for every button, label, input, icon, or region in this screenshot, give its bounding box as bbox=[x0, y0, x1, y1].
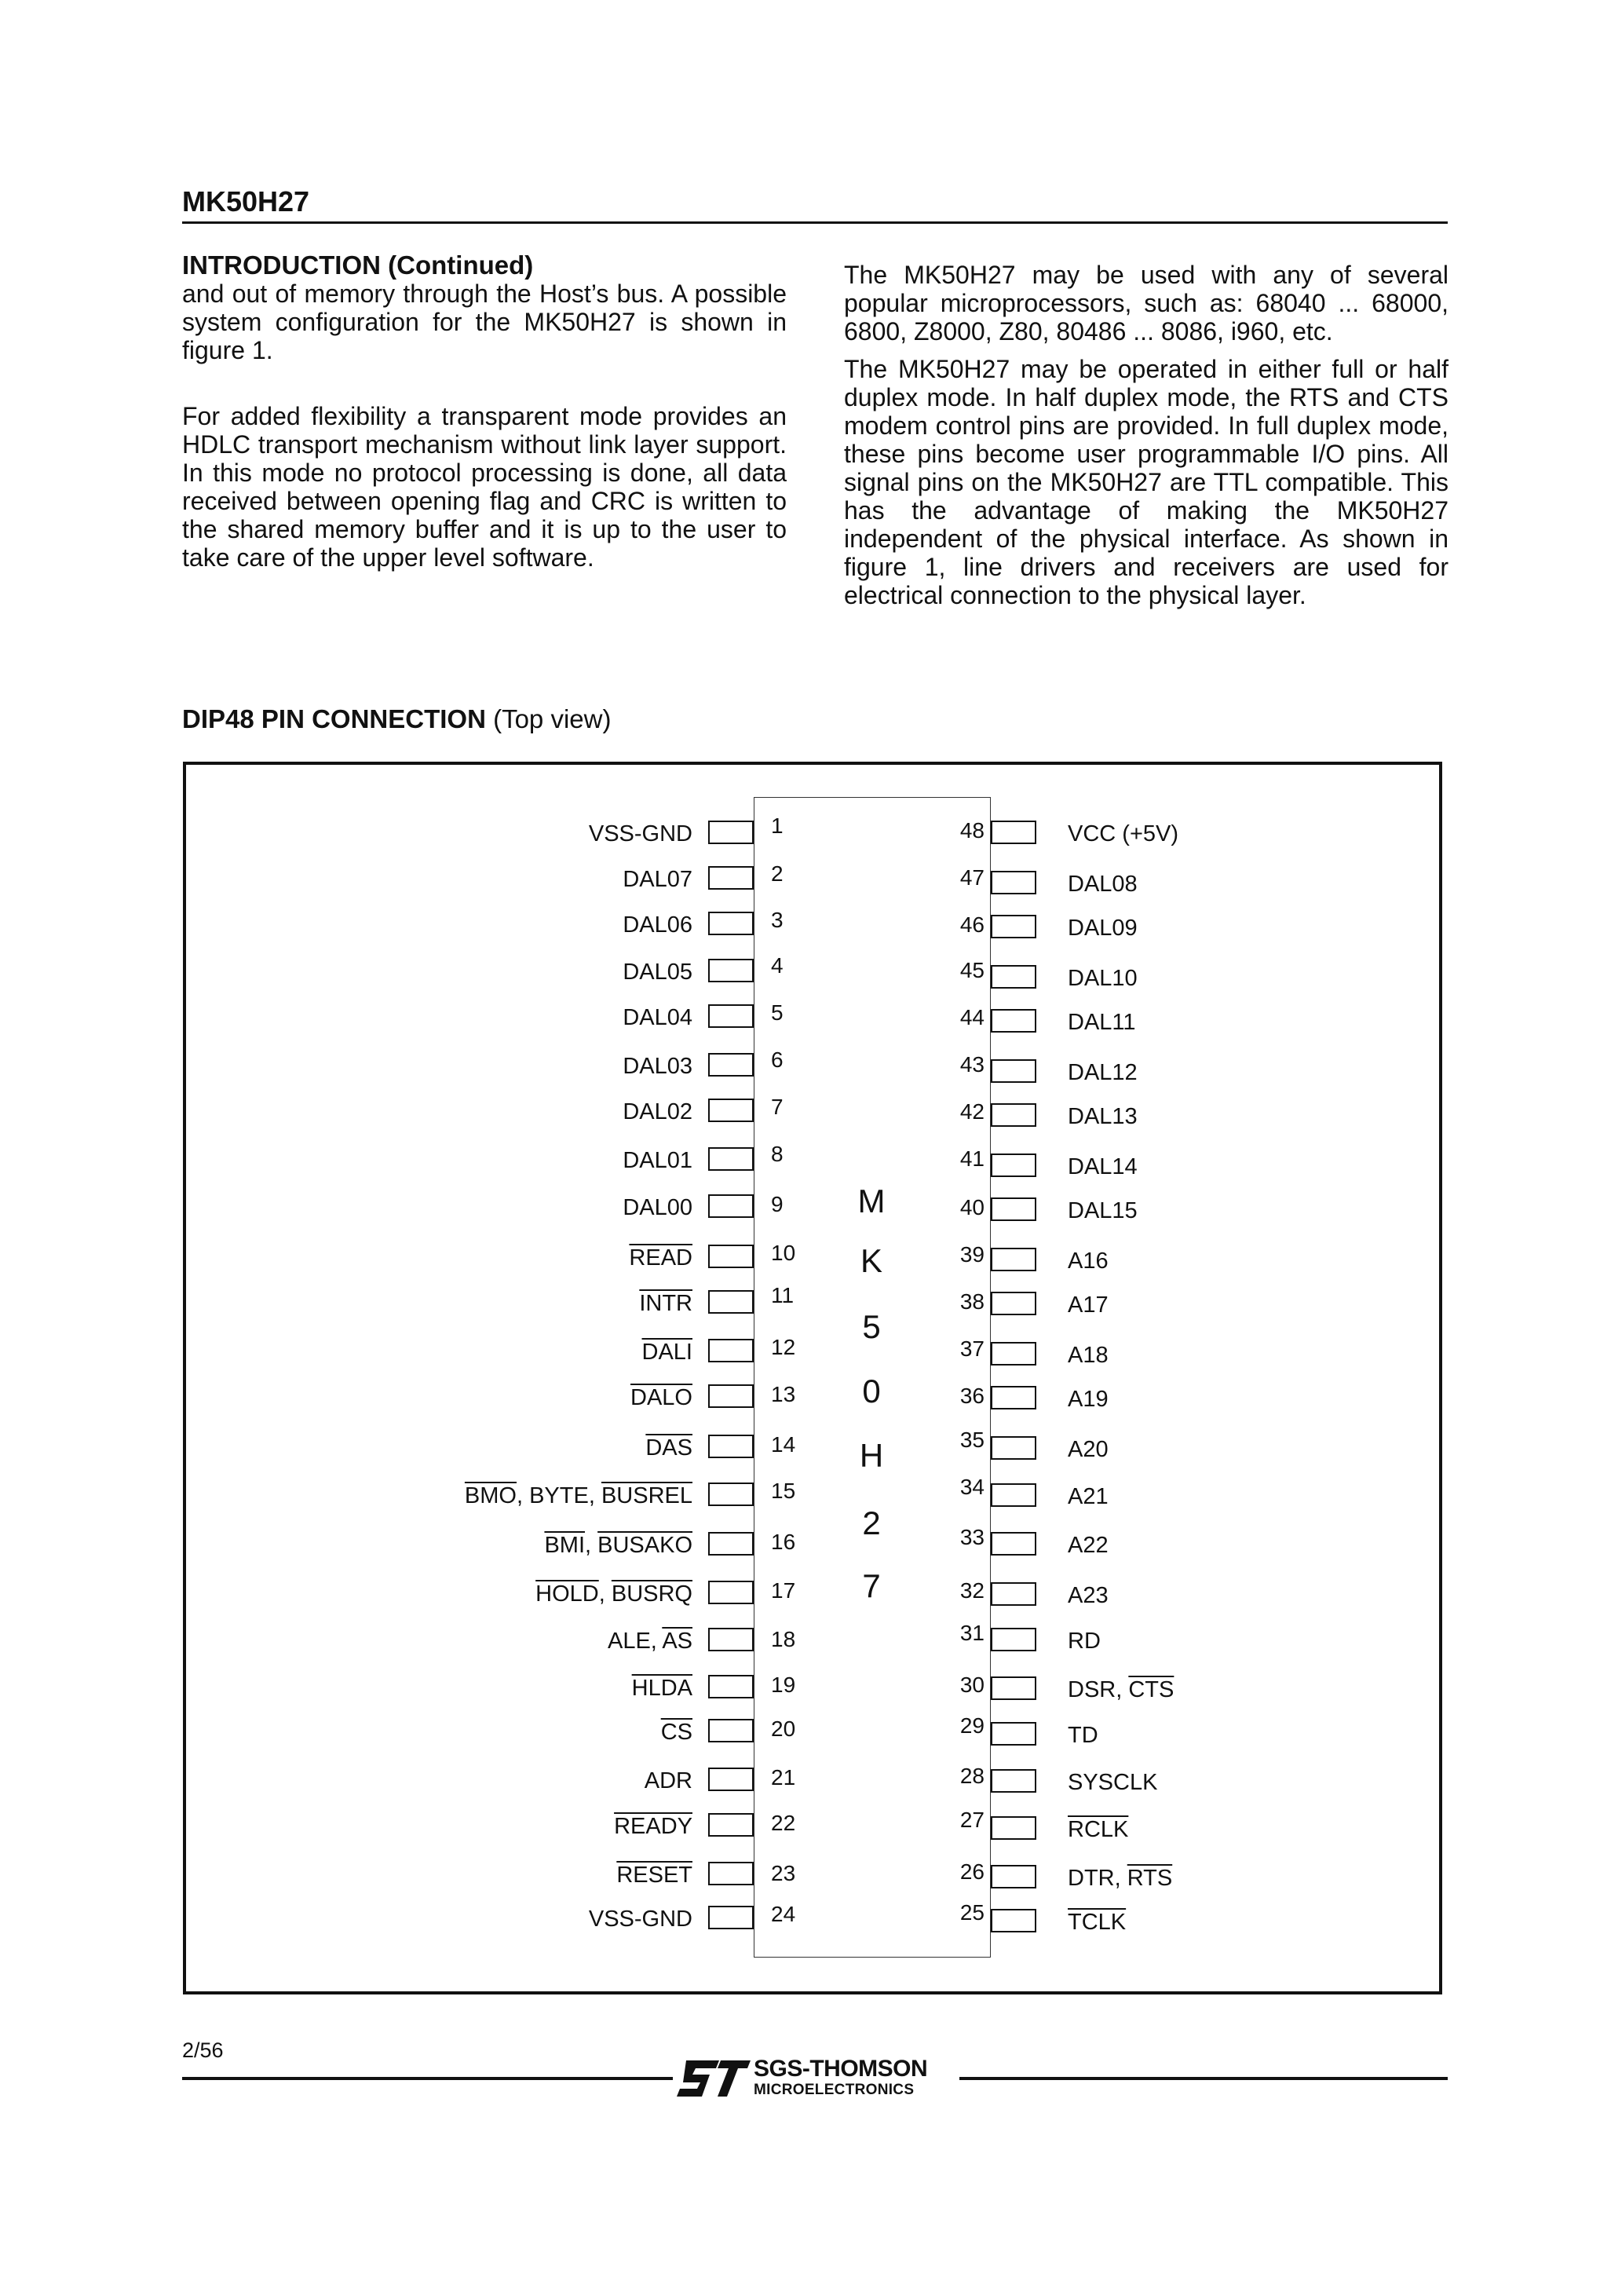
pin-39-label: A16 bbox=[1068, 1249, 1109, 1274]
pin-38-label: A17 bbox=[1068, 1292, 1109, 1318]
pin-46-number: 46 bbox=[959, 912, 985, 937]
pin-22-label: READY bbox=[614, 1814, 692, 1839]
pin-21-lead bbox=[708, 1768, 754, 1791]
pin-33-number: 33 bbox=[959, 1525, 985, 1549]
pin-11-label: INTR bbox=[639, 1291, 692, 1316]
pin-12-number: 12 bbox=[771, 1335, 796, 1359]
pin-37-label: A18 bbox=[1068, 1343, 1109, 1368]
pin-23-label: RESET bbox=[616, 1863, 692, 1888]
pin-4-label: DAL05 bbox=[623, 960, 692, 985]
pin-47-lead bbox=[991, 871, 1036, 894]
chip-name-letter: 2 bbox=[862, 1504, 881, 1541]
pin-42-lead bbox=[991, 1103, 1036, 1127]
pin-14-lead bbox=[708, 1435, 754, 1458]
pin-7-number: 7 bbox=[771, 1095, 784, 1119]
pin-43-number: 43 bbox=[959, 1052, 985, 1077]
intro-paragraph: The MK50H27 may be used with any of several popular microprocessors, such as: 68040 ... 68000, 6800, Z8000, Z80, 80486 ... 8086, i960, etc. bbox=[844, 261, 1448, 345]
pin-17-lead bbox=[708, 1581, 754, 1604]
pin-44-number: 44 bbox=[959, 1005, 985, 1029]
pin-28-number: 28 bbox=[959, 1764, 985, 1788]
pin-42-number: 42 bbox=[959, 1099, 985, 1124]
pin-16-number: 16 bbox=[771, 1530, 796, 1554]
pin-28-lead bbox=[991, 1769, 1036, 1793]
pin-25-number: 25 bbox=[959, 1900, 985, 1925]
logo-company-subtitle: MICROELECTRONICS bbox=[754, 2082, 915, 2098]
pin-37-number: 37 bbox=[959, 1336, 985, 1361]
pin-31-number: 31 bbox=[959, 1621, 985, 1645]
pin-3-number: 3 bbox=[771, 908, 784, 932]
pin-10-lead bbox=[708, 1245, 754, 1268]
pin-26-label: DTR, $\overline{RTS}$ bbox=[1068, 1866, 1173, 1891]
pin-44-label: DAL11 bbox=[1068, 1010, 1136, 1035]
pin-1-number: 1 bbox=[771, 813, 784, 838]
pin-19-number: 19 bbox=[771, 1673, 796, 1697]
footer-rule bbox=[959, 2077, 1448, 2080]
pin-47-label: DAL08 bbox=[1068, 872, 1138, 897]
page-number: 2/56 bbox=[182, 2038, 224, 2062]
pin-30-number: 30 bbox=[959, 1673, 985, 1697]
pin-12-label: DALI bbox=[641, 1340, 692, 1365]
pin-1-label: VSS-GND bbox=[588, 821, 692, 846]
pin-48-lead bbox=[991, 821, 1036, 844]
pin-45-label: DAL10 bbox=[1068, 966, 1138, 991]
pin-8-label: DAL01 bbox=[623, 1148, 692, 1173]
pin-31-label: RD bbox=[1068, 1629, 1101, 1654]
pin-17-label: HOLD, BUSRQ bbox=[535, 1581, 692, 1607]
pin-14-number: 14 bbox=[771, 1432, 796, 1457]
pin-13-number: 13 bbox=[771, 1382, 796, 1406]
chip-name-letter: M bbox=[857, 1183, 886, 1219]
pin-42-label: DAL13 bbox=[1068, 1104, 1138, 1129]
pin-43-label: DAL12 bbox=[1068, 1060, 1138, 1085]
chip-name-letter: H bbox=[859, 1437, 884, 1474]
pin-10-label: READ bbox=[629, 1245, 692, 1270]
pin-26-lead bbox=[991, 1865, 1036, 1888]
pin-41-number: 41 bbox=[959, 1146, 985, 1171]
pin-13-label: DALO bbox=[630, 1385, 692, 1410]
pin-22-lead bbox=[708, 1813, 754, 1837]
intro-paragraph: For added flexibility a transparent mode provides an HDLC transport mechanism without link layer support. In this mode no protocol processing is done, all data received between opening flag and CRC is written to the shared memory buffer and it is up to the user to take care of the upper level software. bbox=[182, 402, 787, 572]
pin-29-label: TD bbox=[1068, 1723, 1098, 1748]
pin-4-lead bbox=[708, 959, 754, 982]
pin-22-number: 22 bbox=[771, 1811, 796, 1835]
pin-12-lead bbox=[708, 1339, 754, 1362]
pin-15-label: $\overline{BMO}$, BYTE, BUSREL bbox=[464, 1483, 692, 1508]
pin-6-label: DAL03 bbox=[623, 1054, 692, 1079]
pin-45-lead bbox=[991, 965, 1036, 989]
pin-35-lead bbox=[991, 1436, 1036, 1460]
pin-28-label: SYSCLK bbox=[1068, 1770, 1158, 1795]
pin-30-label: DSR, $\overline{CTS}$ bbox=[1068, 1677, 1174, 1702]
intro-left-column bbox=[182, 251, 787, 572]
pin-7-label: DAL02 bbox=[623, 1099, 692, 1124]
pin-9-number: 9 bbox=[771, 1192, 784, 1216]
pin-36-label: A19 bbox=[1068, 1387, 1109, 1412]
pin-6-number: 6 bbox=[771, 1047, 784, 1072]
pin-45-number: 45 bbox=[959, 958, 985, 982]
pin-9-lead bbox=[708, 1194, 754, 1218]
pin-24-label: VSS-GND bbox=[588, 1907, 692, 1932]
intro-paragraph: The MK50H27 may be operated in either full or half duplex mode. In half duplex mode, the RTS and CTS modem control pins are provided. In full duplex mode, these pins become user programmable I/O pins. All signal pins on the MK50H27 are TTL compatible. This has the advantage of making the MK50H27 independent of the physical interface. As shown in figure 1, line drivers and receivers are used for electrical connection to the physical layer. bbox=[844, 355, 1448, 609]
pin-2-lead bbox=[708, 866, 754, 890]
pin-14-label: $\overline{DAS}$ bbox=[645, 1435, 692, 1461]
pin-4-number: 4 bbox=[771, 953, 784, 978]
pin-9-label: DAL00 bbox=[623, 1195, 692, 1220]
pin-46-label: DAL09 bbox=[1068, 916, 1138, 941]
pin-16-lead bbox=[708, 1532, 754, 1556]
diagram-title bbox=[182, 704, 611, 734]
pin-32-number: 32 bbox=[959, 1578, 985, 1603]
pin-25-lead bbox=[991, 1909, 1036, 1932]
pin-41-lead bbox=[991, 1153, 1036, 1177]
footer-rule bbox=[182, 2077, 673, 2080]
pin-44-lead bbox=[991, 1009, 1036, 1033]
chip-name-letter: 7 bbox=[862, 1567, 881, 1604]
pin-36-lead bbox=[991, 1386, 1036, 1409]
pin-48-label: VCC (+5V) bbox=[1068, 821, 1179, 846]
pin-7-lead bbox=[708, 1099, 754, 1122]
document-title: MK50H27 bbox=[182, 185, 310, 218]
pin-15-number: 15 bbox=[771, 1479, 796, 1503]
chip-name-letter: 0 bbox=[862, 1373, 881, 1409]
pin-8-number: 8 bbox=[771, 1142, 784, 1166]
pin-3-lead bbox=[708, 912, 754, 935]
pin-18-lead bbox=[708, 1628, 754, 1651]
pin-21-number: 21 bbox=[771, 1765, 796, 1790]
pin-24-number: 24 bbox=[771, 1902, 796, 1926]
pin-32-label: A23 bbox=[1068, 1583, 1109, 1608]
pin-15-lead bbox=[708, 1483, 754, 1506]
pin-13-lead bbox=[708, 1384, 754, 1408]
pin-17-number: 17 bbox=[771, 1578, 796, 1603]
pin-40-number: 40 bbox=[959, 1195, 985, 1219]
pin-38-number: 38 bbox=[959, 1289, 985, 1314]
pin-34-label: A21 bbox=[1068, 1484, 1109, 1509]
pin-3-label: DAL06 bbox=[623, 912, 692, 938]
pin-39-number: 39 bbox=[959, 1242, 985, 1267]
pin-1-lead bbox=[708, 821, 754, 844]
pin-2-number: 2 bbox=[771, 861, 784, 886]
pin-5-number: 5 bbox=[771, 1000, 784, 1025]
pin-16-label: $\overline{BMI}$, BUSAKO bbox=[544, 1533, 692, 1558]
pin-18-number: 18 bbox=[771, 1627, 796, 1651]
pin-40-lead bbox=[991, 1197, 1036, 1221]
pin-46-lead bbox=[991, 915, 1036, 938]
pin-35-label: A20 bbox=[1068, 1437, 1109, 1462]
pin-10-number: 10 bbox=[771, 1241, 796, 1265]
pin-37-lead bbox=[991, 1342, 1036, 1366]
pin-43-lead bbox=[991, 1059, 1036, 1083]
pin-11-number: 11 bbox=[771, 1283, 795, 1307]
pin-39-lead bbox=[991, 1248, 1036, 1271]
pin-23-number: 23 bbox=[771, 1861, 796, 1885]
pin-27-number: 27 bbox=[959, 1808, 985, 1832]
pin-5-label: DAL04 bbox=[623, 1005, 692, 1030]
diagram-title-bold: DIP48 PIN CONNECTION bbox=[182, 704, 486, 733]
pin-27-label: RCLK bbox=[1068, 1817, 1129, 1842]
st-logo-icon bbox=[675, 2056, 752, 2101]
pin-34-number: 34 bbox=[959, 1475, 985, 1499]
pin-25-label: TCLK bbox=[1068, 1910, 1127, 1935]
pin-5-lead bbox=[708, 1004, 754, 1028]
pin-36-number: 36 bbox=[959, 1384, 985, 1408]
pin-19-lead bbox=[708, 1675, 754, 1698]
pin-29-lead bbox=[991, 1722, 1036, 1746]
diagram-title-normal: (Top view) bbox=[493, 704, 612, 733]
header-rule bbox=[182, 221, 1448, 224]
intro-heading: INTRODUCTION (Continued) bbox=[182, 250, 534, 280]
pin-6-lead bbox=[708, 1053, 754, 1077]
pin-8-lead bbox=[708, 1147, 754, 1171]
pin-48-number: 48 bbox=[959, 818, 985, 843]
pin-38-lead bbox=[991, 1292, 1036, 1315]
logo-company-name: SGS-THOMSON bbox=[754, 2056, 928, 2082]
intro-right-column bbox=[844, 261, 1448, 609]
pin-2-label: DAL07 bbox=[623, 867, 692, 892]
pin-20-label: $\overline{CS}$ bbox=[660, 1720, 692, 1745]
pin-32-lead bbox=[991, 1582, 1036, 1606]
pin-35-number: 35 bbox=[959, 1428, 985, 1452]
pin-20-lead bbox=[708, 1719, 754, 1742]
pin-34-lead bbox=[991, 1483, 1036, 1507]
intro-paragraph: and out of memory through the Host’s bus. A possible system configuration for the MK50H27 is shown in figure 1. bbox=[182, 280, 787, 364]
pin-29-number: 29 bbox=[959, 1713, 985, 1738]
pin-26-number: 26 bbox=[959, 1859, 985, 1884]
chip-name-letter: K bbox=[860, 1242, 882, 1279]
pin-19-label: HLDA bbox=[631, 1676, 692, 1701]
pin-21-label: ADR bbox=[644, 1768, 692, 1793]
pin-33-lead bbox=[991, 1532, 1036, 1556]
pin-33-label: A22 bbox=[1068, 1533, 1109, 1558]
pin-31-lead bbox=[991, 1628, 1036, 1651]
chip-name-letter: 5 bbox=[862, 1308, 881, 1345]
pin-23-lead bbox=[708, 1862, 754, 1885]
pin-27-lead bbox=[991, 1816, 1036, 1840]
pin-24-lead bbox=[708, 1906, 754, 1929]
pin-41-label: DAL14 bbox=[1068, 1154, 1138, 1179]
pin-18-label: ALE, $\overline{AS}$ bbox=[607, 1629, 692, 1654]
pin-47-number: 47 bbox=[959, 865, 985, 890]
pin-40-label: DAL15 bbox=[1068, 1198, 1138, 1223]
pin-20-number: 20 bbox=[771, 1717, 796, 1741]
pin-30-lead bbox=[991, 1676, 1036, 1700]
pin-11-lead bbox=[708, 1290, 754, 1314]
